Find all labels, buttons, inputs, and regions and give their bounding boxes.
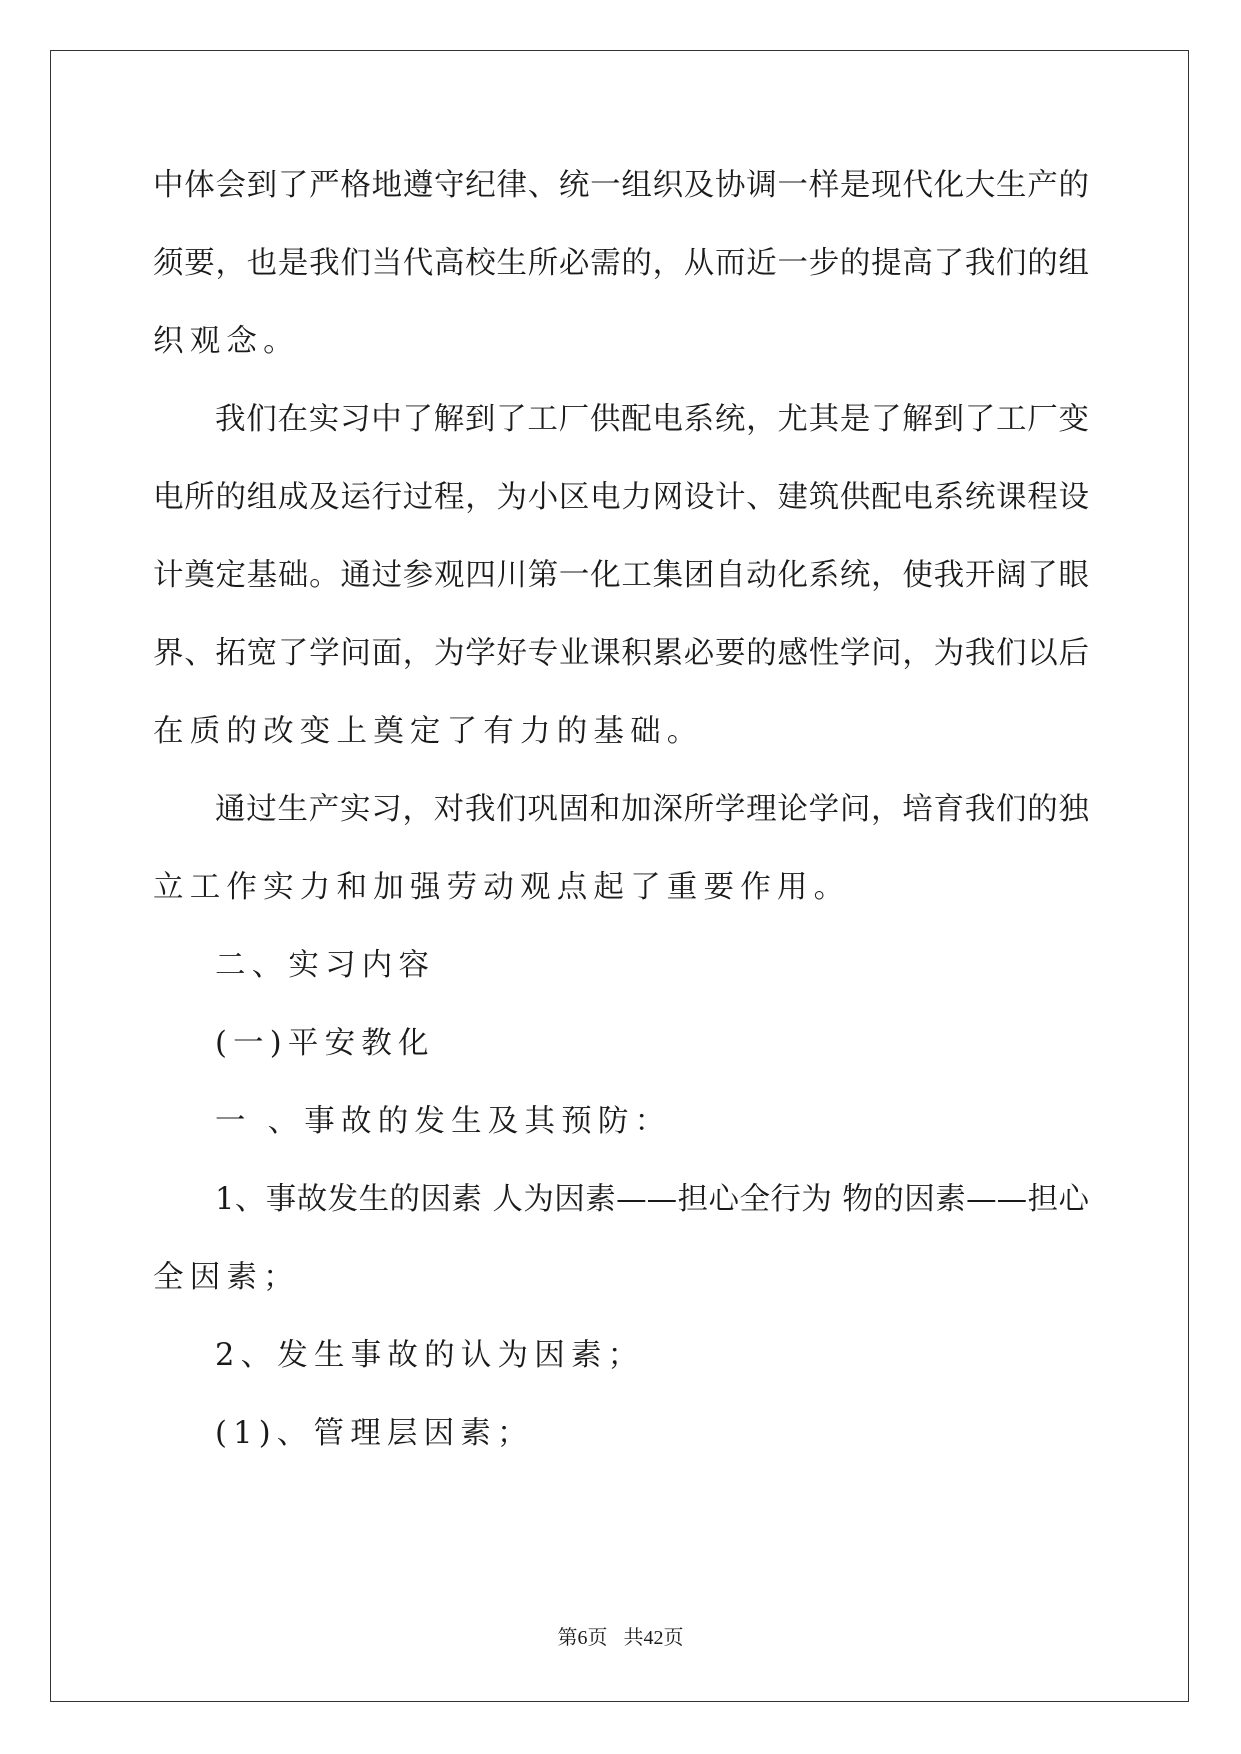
footer-total-unit: 页: [663, 1625, 684, 1649]
footer-page-number: 6: [577, 1627, 588, 1649]
footer-page-unit: 页: [587, 1625, 608, 1649]
paragraph-line: 我们在实习中了解到了工厂供配电系统，尤其是了解到了工厂变: [215, 402, 1089, 437]
paragraph-line: 1、事故发生的因素 人为因素——担心全行为 物的因素——担心: [215, 1182, 1089, 1217]
paragraph-line: 计奠定基础。通过参观四川第一化工集团自动化系统，使我开阔了眼: [153, 558, 1089, 593]
paragraph-line: 通过生产实习，对我们巩固和加深所学理论学问，培育我们的独: [215, 792, 1089, 827]
paragraph-line: 界、拓宽了学问面，为学好专业课积累必要的感性学问，为我们以后: [153, 636, 1089, 671]
paragraph-line: (1)、管理层因素；: [215, 1416, 534, 1451]
paragraph-line: 电所的组成及运行过程，为小区电力网设计、建筑供配电系统课程设: [153, 480, 1089, 515]
paragraph-line: 全因素；: [153, 1260, 300, 1295]
paragraph-line: 2、发生事故的认为因素；: [215, 1338, 645, 1373]
subsection-heading: (一)平安教化: [215, 1026, 435, 1061]
footer-total-prefix: 共: [623, 1625, 644, 1649]
page-footer: [0, 1625, 1241, 1650]
footer-total-pages: 42: [643, 1627, 664, 1649]
paragraph-line: 中体会到了严格地遵守纪律、统一组织及协调一样是现代化大生产的: [153, 168, 1089, 203]
paragraph-line: 织观念。: [153, 324, 300, 359]
section-heading: 二、实习内容: [215, 948, 436, 983]
footer-prefix: 第: [557, 1625, 578, 1649]
paragraph-line: 立工作实力和加强劳动观点起了重要作用。: [153, 870, 851, 905]
paragraph-line: 须要，也是我们当代高校生所必需的，从而近一步的提高了我们的组: [153, 246, 1089, 281]
paragraph-line: 在质的改变上奠定了有力的基础。: [153, 714, 704, 749]
item-heading: 一 、事故的发生及其预防：: [215, 1104, 672, 1139]
